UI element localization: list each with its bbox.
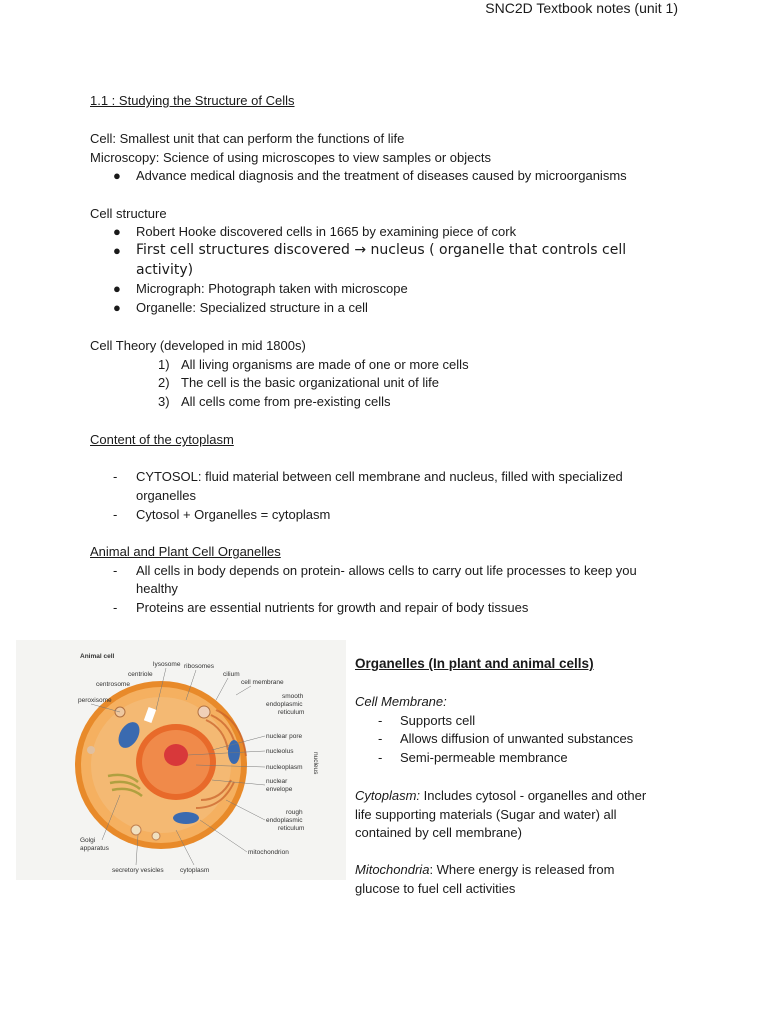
label-secretory-vesicles: secretory vesicles — [112, 867, 164, 874]
label-golgi: apparatus — [80, 845, 109, 852]
list-item: The cell is the basic organizational unit of life — [181, 375, 439, 390]
cytoplasm-description — [355, 788, 646, 803]
label-centriole: centriole — [128, 671, 153, 678]
dash-icon: - — [378, 750, 383, 765]
animal-cell-diagram — [16, 640, 346, 880]
list-item-continuation: organelles — [136, 488, 196, 503]
cell-structure-heading: Cell structure — [90, 206, 167, 221]
list-item: Organelle: Specialized structure in a cell — [136, 300, 368, 315]
bullet-icon: ● — [113, 300, 121, 315]
label-rough-er: reticulum — [278, 825, 305, 832]
bullet-icon: ● — [113, 168, 121, 183]
label-lysosome: lysosome — [153, 661, 181, 668]
list-item: Micrograph: Photograph taken with microscope — [136, 281, 408, 296]
label-smooth-er: smooth — [282, 693, 304, 700]
list-item: All cells in body depends on protein- allows cells to carry out life processes to keep you — [136, 563, 637, 578]
bullet-icon: ● — [113, 281, 121, 296]
organelles-right-heading: Organelles (In plant and animal cells) — [355, 656, 594, 671]
list-item: CYTOSOL: fluid material between cell membrane and nucleus, filled with specialized — [136, 469, 623, 484]
dash-icon: - — [113, 600, 118, 615]
mitochondria-description — [355, 862, 614, 877]
section-title: 1.1 : Studying the Structure of Cells — [90, 93, 295, 108]
list-item: All cells come from pre-existing cells — [181, 394, 391, 409]
list-number: 2) — [158, 375, 170, 390]
header-title: SNC2D Textbook notes (unit 1) — [485, 0, 678, 16]
cytoplasm-text: contained by cell membrane) — [355, 825, 522, 840]
label-cell-membrane: cell membrane — [241, 679, 284, 686]
label-nucleus: nucleus — [312, 752, 319, 775]
mitochondria-text: glucose to fuel cell activities — [355, 881, 516, 896]
label-smooth-er: endoplasmic — [266, 701, 303, 708]
label-cilium: cilium — [223, 671, 240, 678]
label-nucleolus: nucleolus — [266, 748, 294, 755]
label-rough-er: endoplasmic — [266, 817, 303, 824]
mitochondria-text: : Where energy is released from — [429, 862, 615, 877]
bullet-icon: ● — [113, 224, 121, 239]
diagram-title: Animal cell — [80, 653, 115, 660]
mitochondria-label: Mitochondria — [355, 862, 430, 877]
label-ribosomes: ribosomes — [184, 663, 214, 670]
cytoplasm-label: Cytoplasm: — [355, 788, 421, 803]
dash-icon: - — [113, 507, 118, 522]
list-number: 1) — [158, 357, 170, 372]
list-item: Semi-permeable membrance — [400, 750, 568, 765]
cytoplasm-text: life supporting materials (Sugar and water) all — [355, 807, 617, 822]
cell-theory-heading: Cell Theory (developed in mid 1800s) — [90, 338, 306, 353]
list-item: All living organisms are made of one or more cells — [181, 357, 469, 372]
organelles-heading: Animal and Plant Cell Organelles — [90, 544, 281, 559]
list-item-continuation: healthy — [136, 581, 178, 596]
cell-membrane-label: Cell Membrane: — [355, 694, 447, 709]
dash-icon: - — [113, 563, 118, 578]
microscopy-definition: Microscopy: Science of using microscopes to view samples or objects — [90, 150, 491, 165]
list-number: 3) — [158, 394, 170, 409]
list-item: First cell structures discovered → nucleus ( organelle that controls cell — [136, 242, 627, 258]
label-golgi: Golgi — [80, 837, 96, 844]
label-peroxisome: peroxisome — [78, 697, 112, 704]
list-item: Proteins are essential nutrients for growth and repair of body tissues — [136, 600, 529, 615]
cell-definition: Cell: Smallest unit that can perform the functions of life — [90, 131, 405, 146]
dash-icon: - — [378, 713, 383, 728]
label-nuclear-pore: nuclear pore — [266, 733, 303, 740]
list-item: Supports cell — [400, 713, 476, 728]
cytoplasm-text: Includes cytosol - organelles and other — [420, 788, 647, 803]
label-mitochondrion: mitochondrion — [248, 849, 289, 856]
list-item: Robert Hooke discovered cells in 1665 by examining piece of cork — [136, 224, 517, 239]
list-item: Cytosol + Organelles = cytoplasm — [136, 507, 331, 522]
dash-icon: - — [113, 469, 118, 484]
label-cytoplasm: cytoplasm — [180, 867, 210, 874]
list-item: Advance medical diagnosis and the treatment of diseases caused by microorganisms — [136, 168, 627, 183]
bullet-icon: ● — [113, 243, 121, 258]
label-nuclear-envelope: envelope — [266, 786, 293, 793]
list-item-continuation: activity) — [136, 262, 194, 278]
label-nuclear-envelope: nuclear — [266, 778, 288, 785]
label-smooth-er: reticulum — [278, 709, 305, 716]
cytoplasm-heading: Content of the cytoplasm — [90, 432, 234, 447]
dash-icon: - — [378, 731, 383, 746]
label-nucleoplasm: nucleoplasm — [266, 764, 303, 771]
list-item: Allows diffusion of unwanted substances — [400, 731, 634, 746]
label-rough-er: rough — [286, 809, 303, 816]
label-centrosome: centrosome — [96, 681, 130, 688]
